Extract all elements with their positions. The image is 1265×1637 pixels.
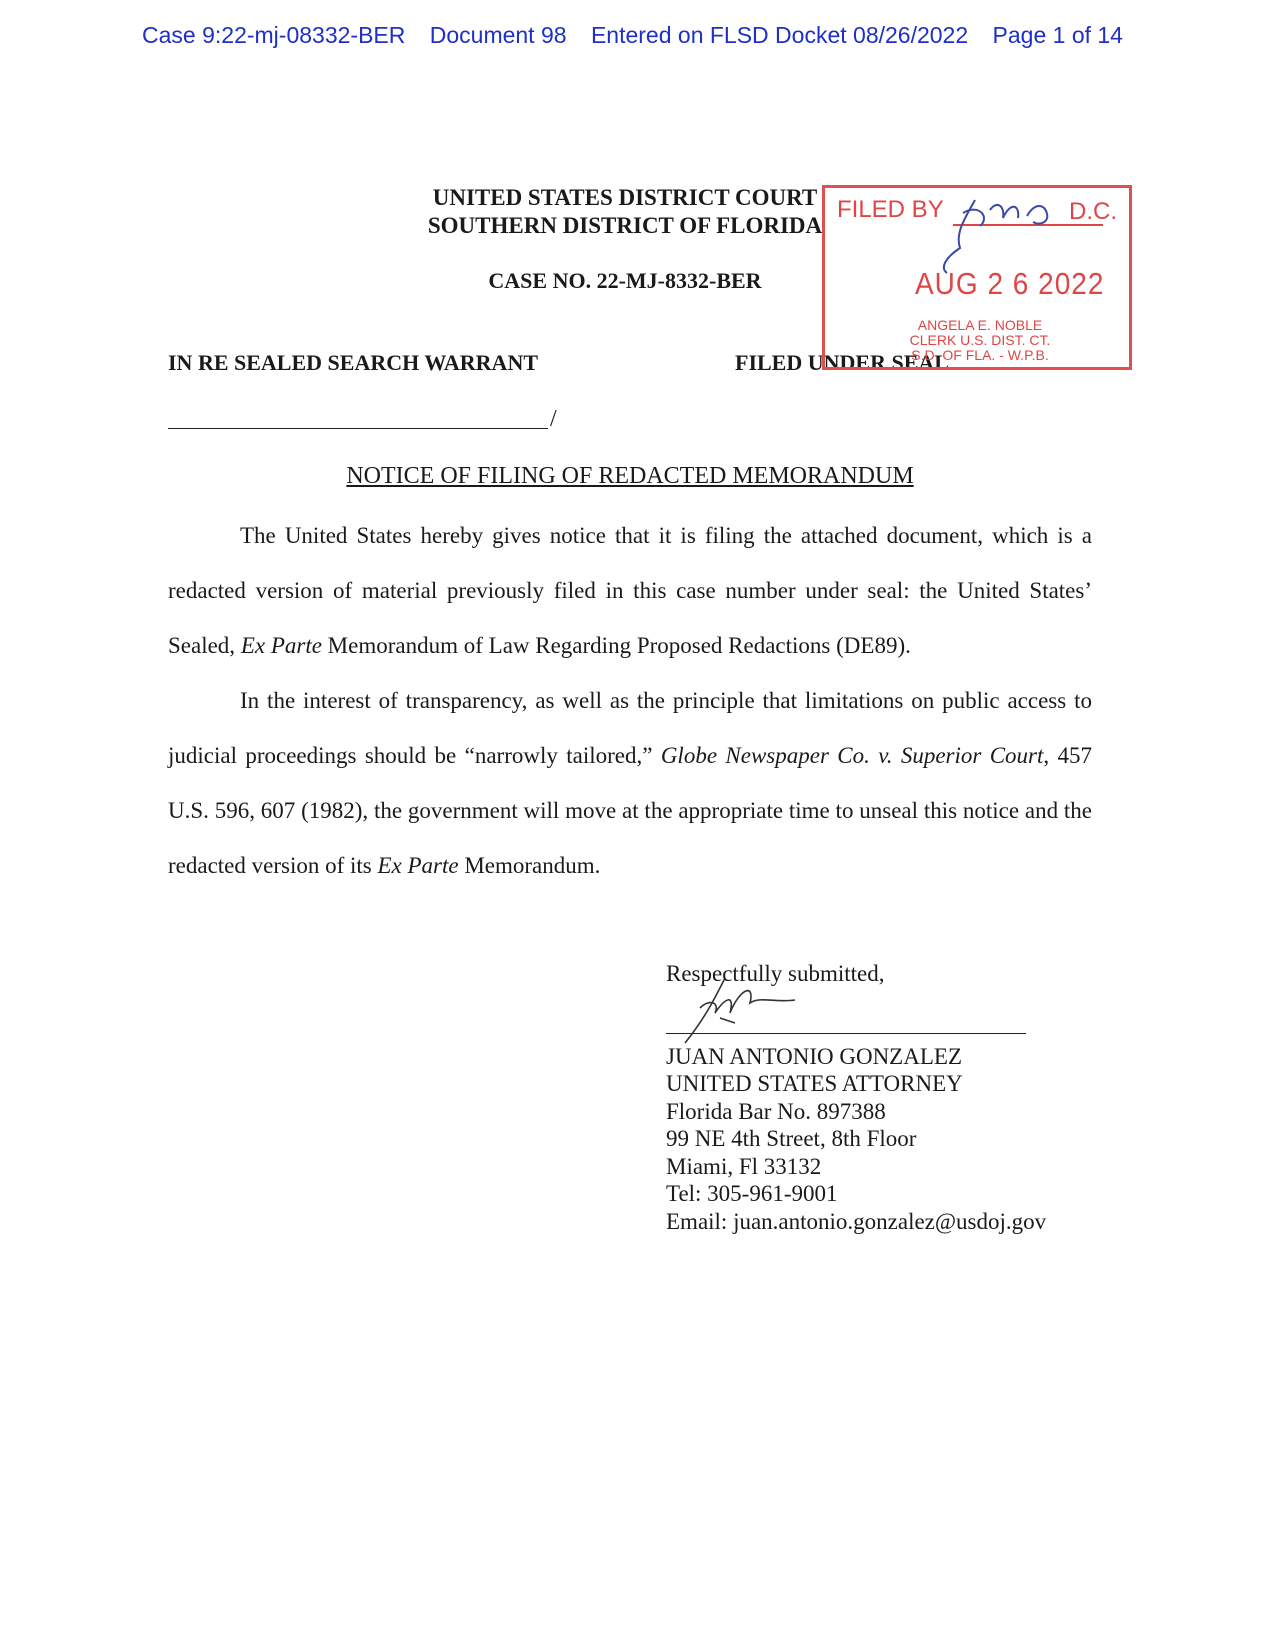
para2-text-1: In the interest of transparency, as well as the principle that limitations on public access to judicial proceedings should be “narrowly tailored,” (168, 688, 1092, 768)
stamp-date: AUG 2 6 2022 (915, 266, 1105, 301)
paragraph-notice (168, 508, 1092, 673)
attorney-address-city: Miami, Fl 33132 (666, 1153, 822, 1179)
court-district: SOUTHERN DISTRICT OF FLORIDA (427, 213, 823, 238)
caption-rule-line (168, 428, 548, 429)
docket-entered-date: Entered on FLSD Docket 08/26/2022 (590, 22, 969, 48)
stamp-dc: D.C. (1069, 198, 1117, 225)
para2-italic-ex-parte: Ex Parte (377, 853, 459, 878)
caption-slash: / (550, 406, 557, 432)
caption-filed-under-seal: FILED UNDER SEAL (735, 350, 949, 375)
para1-text-1: The United States hereby gives notice that it is filing the attached document, which is a redacted version of material previously filed in this case number under seal: the United States’ Sealed, (168, 523, 1092, 658)
stamp-clerk-title: CLERK U.S. DIST. CT. (909, 332, 1051, 348)
attorney-name: JUAN ANTONIO GONZALEZ (666, 1043, 962, 1069)
stamp-clerk-name: ANGELA E. NOBLE (917, 317, 1043, 333)
docket-case-number: Case 9:22-mj-08332-BER (142, 22, 406, 48)
docket-header (0, 22, 1265, 49)
signature-block (666, 960, 1046, 1235)
docket-page-number: Page 1 of 14 (992, 22, 1123, 48)
document-title: NOTICE OF FILING OF REDACTED MEMORANDUM (346, 463, 914, 489)
case-number: CASE NO. 22-MJ-8332-BER (488, 268, 762, 293)
attorney-telephone: Tel: 305-961-9001 (666, 1181, 838, 1206)
para2-italic-case-citation: Globe Newspaper Co. v. Superior Court (660, 743, 1044, 768)
attorney-bar-number: Florida Bar No. 897388 (666, 1098, 886, 1124)
paragraph-transparency (168, 673, 1092, 893)
stamp-clerk-info (900, 318, 1060, 363)
stamp-clerk-district: S.D. OF FLA. - W.P.B. (911, 347, 1049, 363)
signature-closing: Respectfully submitted, (666, 961, 885, 986)
filed-stamp (822, 185, 1132, 370)
para2-text-2: , 457 U.S. 596, 607 (1982), the government will move at the appropriate time to unseal this notice and the redacted version of its (168, 743, 1093, 878)
para1-italic-ex-parte: Ex Parte (240, 633, 322, 658)
stamp-filed-by: FILED BY (837, 196, 944, 223)
attorney-address-street: 99 NE 4th Street, 8th Floor (666, 1126, 917, 1151)
attorney-email: Email: juan.antonio.gonzalez@usdoj.gov (666, 1208, 1047, 1234)
para1-text-2: Memorandum of Law Regarding Proposed Redactions (DE89). (321, 633, 911, 658)
attorney-title: UNITED STATES ATTORNEY (666, 1071, 963, 1096)
docket-document-number: Document 98 (429, 22, 567, 48)
caption-in-re: IN RE SEALED SEARCH WARRANT (168, 350, 539, 375)
para2-text-3: Memorandum. (458, 853, 601, 878)
court-name: UNITED STATES DISTRICT COURT (432, 185, 818, 210)
